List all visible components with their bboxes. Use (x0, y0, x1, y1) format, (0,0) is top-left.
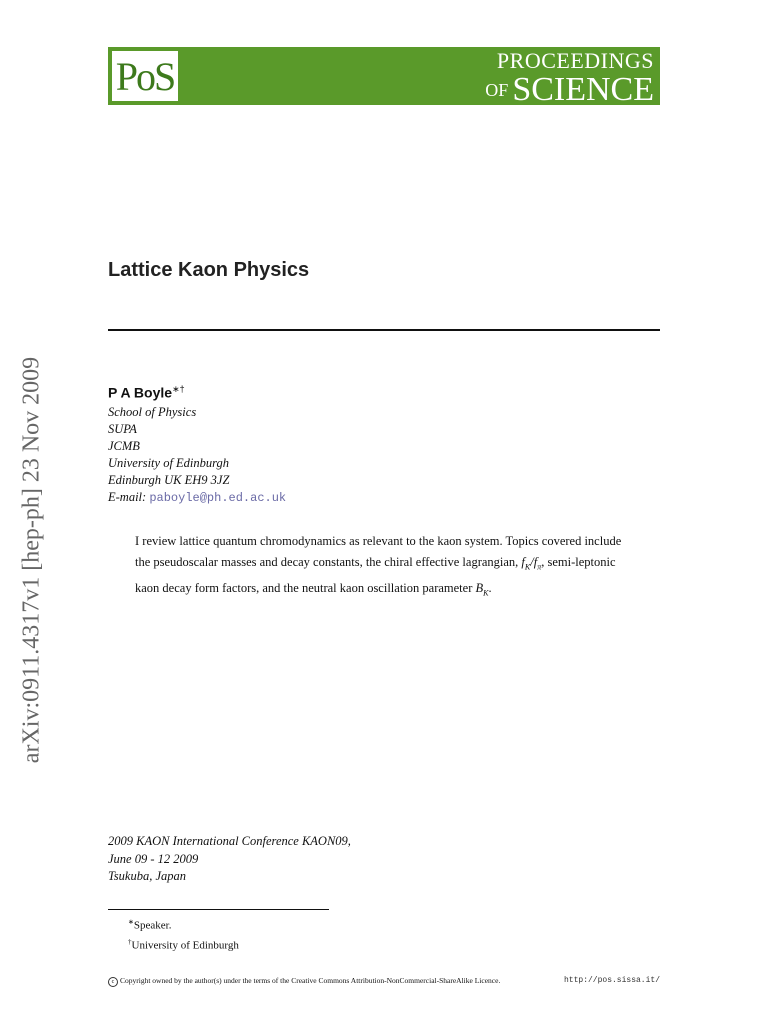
pos-url-link[interactable]: http://pos.sissa.it/ (563, 976, 660, 985)
publication-name (485, 49, 654, 107)
footnote (128, 914, 239, 934)
math-bk: $B_K$ (475, 580, 489, 597)
publication-of: OF (485, 80, 509, 100)
affiliation-line: University of Edinburgh (108, 456, 230, 470)
arxiv-stamp-text: arXiv:0911.4317v1 [hep-ph] 23 Nov 2009 (18, 356, 45, 764)
publication-line-2 (485, 73, 654, 107)
copyright-notice (108, 976, 500, 987)
affiliation-block (108, 404, 286, 507)
author-name: P A Boyle (108, 384, 173, 401)
copyright-icon: c (108, 977, 118, 987)
footnote-text: University of Edinburgh (131, 939, 239, 952)
footnote-mark: ∗ (128, 918, 134, 926)
abstract-text-1: I review lattice quantum chromodynamics as relevant to the kaon system. Topics covered include the pseudoscalar masses and decay constants, the chiral effective lagrangian, (135, 534, 622, 569)
footnote-rule (108, 909, 329, 910)
email-link[interactable]: paboyle@ph.ed.ac.uk (149, 491, 287, 505)
abstract-text-3: . (488, 580, 492, 595)
email-label: E-mail: (108, 490, 147, 504)
affiliation-line: Edinburgh UK EH9 3JZ (108, 473, 230, 487)
pos-banner (108, 47, 660, 108)
email-line (108, 489, 286, 507)
footnote-mark: † (128, 937, 132, 946)
pos-logo (112, 51, 178, 101)
affiliation-line: JCMB (108, 439, 140, 453)
abstract-text-2: , semi-leptonic kaon decay form factors, and the neutral kaon oscillation parameter (135, 555, 616, 595)
abstract (135, 531, 635, 603)
publication-science: SCIENCE (512, 71, 654, 108)
conference-info (108, 833, 351, 886)
copyright-text: Copyright owned by the author(s) under the terms of the Creative Commons Attribution-NonCommercial-ShareAlike Licence. (120, 976, 501, 985)
title-rule (108, 329, 660, 331)
conference-line: 2009 KAON International Conference KAON09, (108, 834, 351, 848)
author-footnote-marks: ∗† (172, 384, 185, 394)
footnotes (128, 914, 239, 953)
conference-line: June 09 - 12 2009 (108, 851, 199, 866)
pos-logo-text: PoS (115, 53, 175, 99)
author (108, 384, 185, 401)
footnote (128, 934, 239, 954)
publication-line-1: PROCEEDINGS (496, 48, 654, 73)
arxiv-stamp (12, 335, 52, 785)
affiliation-line: SUPA (108, 422, 137, 436)
affiliation-line: School of Physics (108, 405, 197, 419)
footnote-text: Speaker. (133, 919, 172, 932)
paper-title: Lattice Kaon Physics (108, 259, 310, 281)
conference-line: Tsukuba, Japan (108, 869, 187, 883)
math-fk-over-fpi: $f_K/f_\pi$ (521, 555, 542, 572)
